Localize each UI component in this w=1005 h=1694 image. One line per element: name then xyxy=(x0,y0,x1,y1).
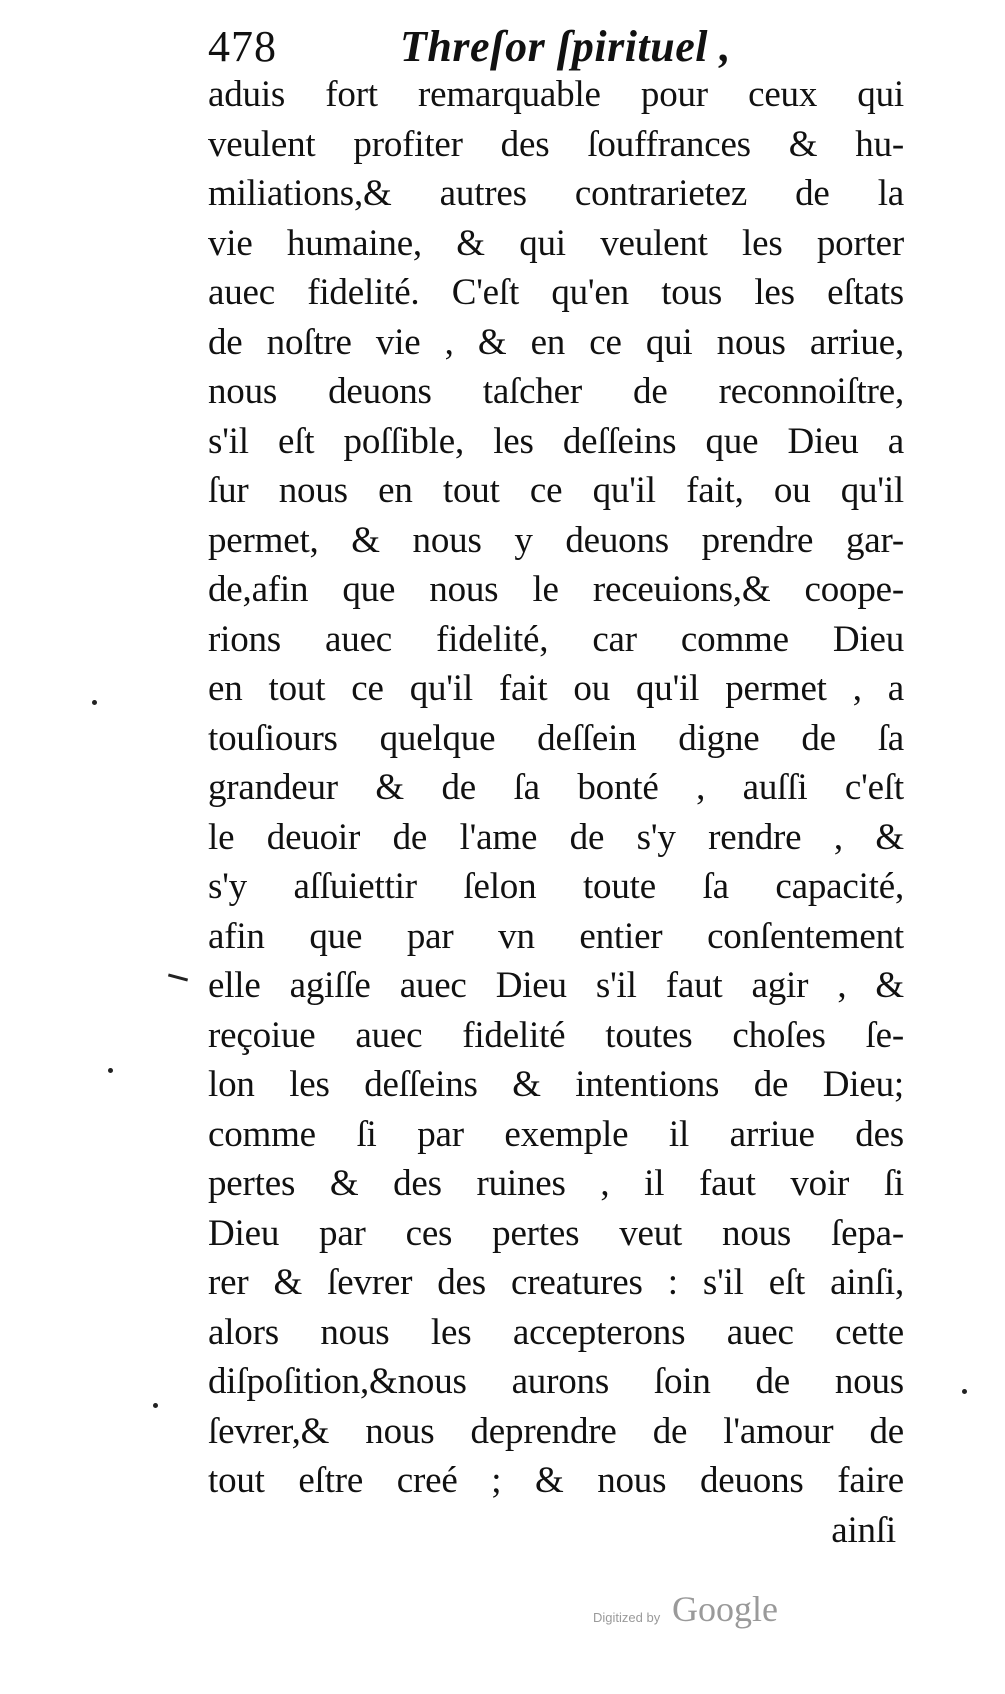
text-line: vie humaine, & qui veulent les porter xyxy=(208,222,904,264)
text-line: s'y aſſuiettir ſelon toute ſa capacité, xyxy=(208,866,904,907)
scan-speck xyxy=(108,1068,113,1073)
scan-speck xyxy=(153,1403,158,1408)
text-line: rer & ſevrer des creatures : s'il eſt ainſi, xyxy=(208,1262,904,1303)
body-text xyxy=(208,70,904,1555)
digitization-footer xyxy=(0,1588,1005,1648)
text-line: veulent profiter des ſouffrances & hu- xyxy=(208,123,904,165)
text-line: ſevrer,& nous deprendre de l'amour de xyxy=(208,1410,904,1452)
text-line: permet, & nous y deuons prendre gar- xyxy=(208,519,904,561)
text-line: Dieu par ces pertes veut nous ſepa- xyxy=(208,1212,904,1254)
text-line: touſiours quelque deſſein digne de ſa xyxy=(208,717,904,759)
text-line: pertes & des ruines , il faut voir ſi xyxy=(208,1163,904,1204)
text-line: de noſtre vie , & en ce qui nous arriue, xyxy=(208,321,904,363)
text-line: afin que par vn entier conſentement xyxy=(208,915,904,957)
scan-speck xyxy=(962,1389,967,1394)
margin-mark xyxy=(168,973,188,981)
text-line: ſur nous en tout ce qu'il fait, ou qu'il xyxy=(208,470,904,511)
text-line: auec fidelité. C'eſt qu'en tous les eſtats xyxy=(208,272,904,313)
text-line: nous deuons taſcher de reconnoiſtre, xyxy=(208,371,904,412)
text-line: alors nous les accepterons auec cette xyxy=(208,1311,904,1353)
text-line: lon les deſſeins & intentions de Dieu; xyxy=(208,1064,904,1105)
text-line: diſpoſition,&nous aurons ſoin de nous xyxy=(208,1361,904,1402)
text-line: tout eſtre creé ; & nous deuons faire xyxy=(208,1460,904,1501)
digitized-by-label: Digitized by xyxy=(593,1610,661,1625)
running-title: Threſor ſpirituel , xyxy=(400,22,731,71)
catchword: ainſi xyxy=(831,1509,896,1551)
text-line: miliations,& autres contrarietez de la xyxy=(208,173,904,214)
text-line: s'il eſt poſſible, les deſſeins que Dieu a xyxy=(208,420,904,462)
text-line: le deuoir de l'ame de s'y rendre , & xyxy=(208,816,904,858)
page-header xyxy=(208,18,888,76)
page-number: 478 xyxy=(208,22,277,71)
text-line: aduis fort remarquable pour ceux qui xyxy=(208,74,904,115)
scan-speck xyxy=(92,700,97,705)
text-line: de,afin que nous le receuions,& coope- xyxy=(208,569,904,610)
text-line: comme ſi par exemple il arriue des xyxy=(208,1113,904,1155)
text-line: elle agiſſe auec Dieu s'il faut agir , & xyxy=(208,965,904,1006)
text-line: reçoiue auec fidelité toutes choſes ſe- xyxy=(208,1014,904,1056)
text-line: rions auec fidelité, car comme Dieu xyxy=(208,618,904,660)
text-line: en tout ce qu'il fait ou qu'il permet , a xyxy=(208,668,904,709)
text-line: grandeur & de ſa bonté , auſſi c'eſt xyxy=(208,767,904,808)
google-wordmark: Google xyxy=(672,1589,778,1629)
